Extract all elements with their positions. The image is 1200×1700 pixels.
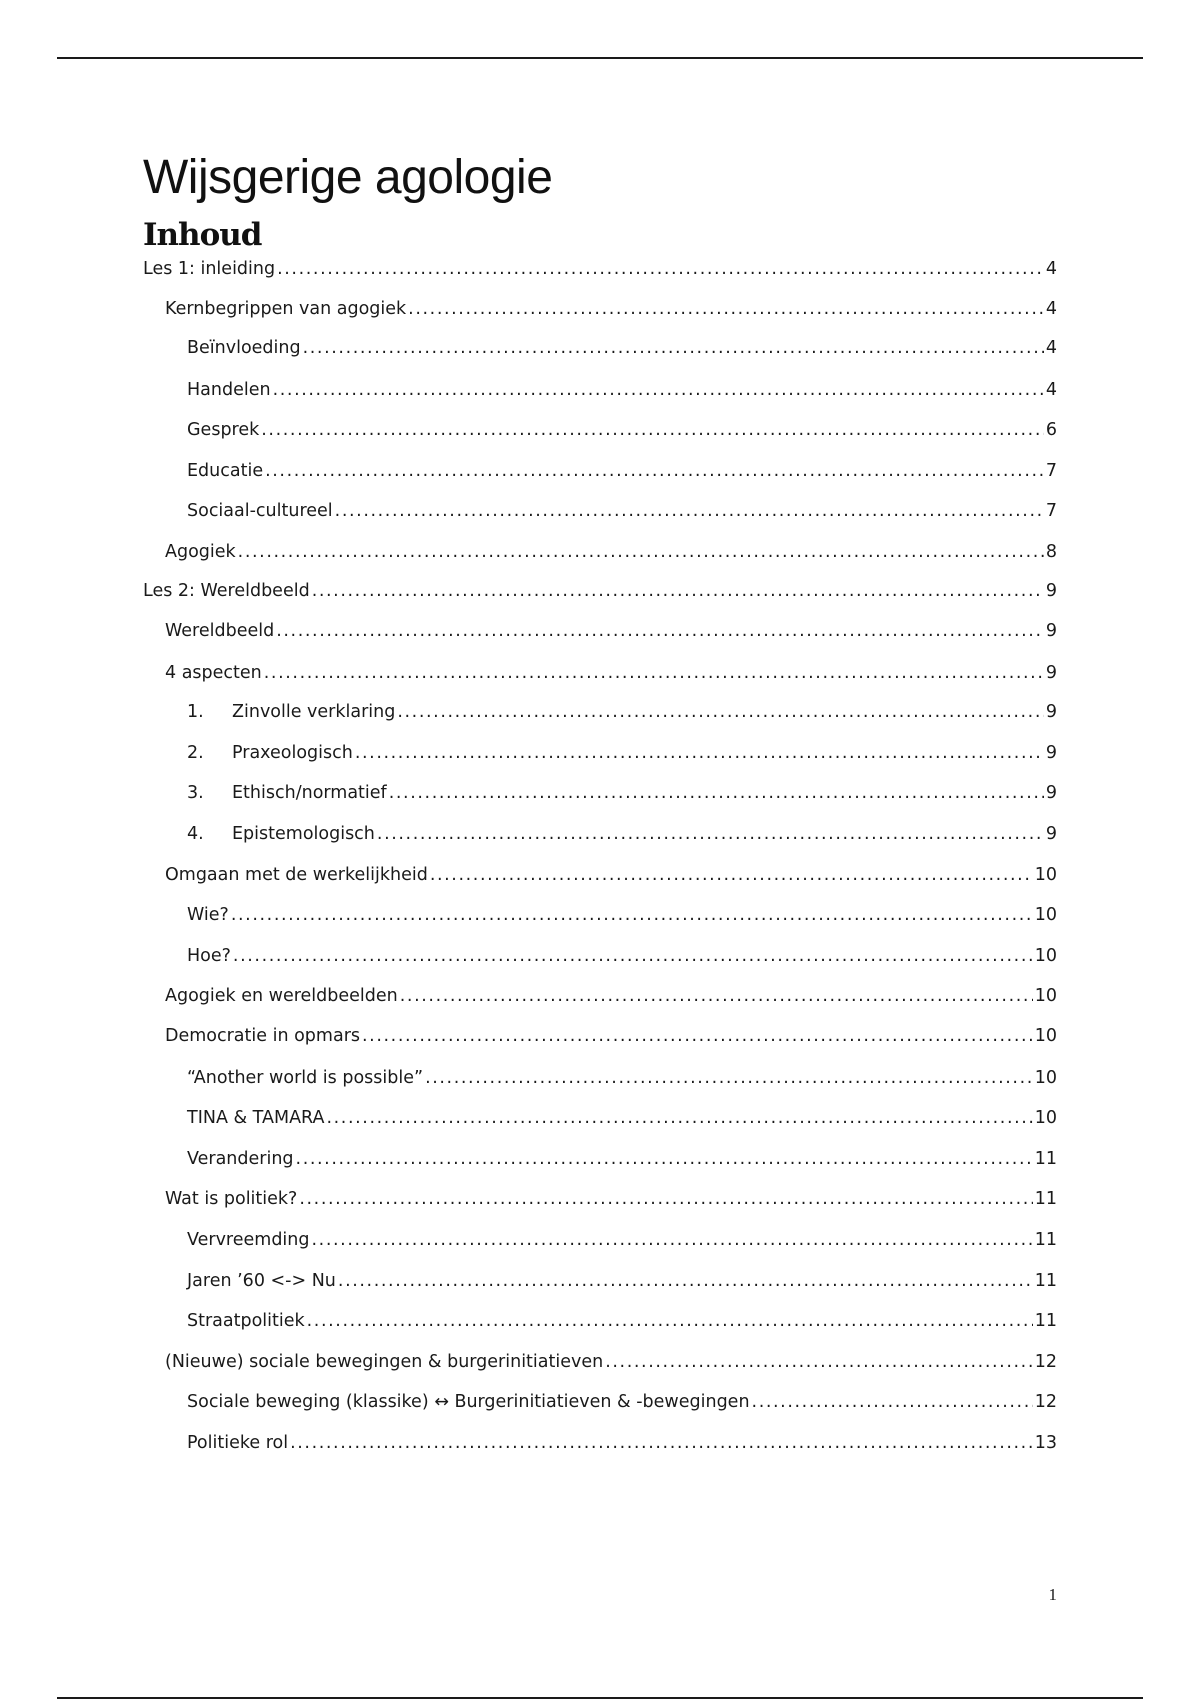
toc-entry[interactable]: [165, 1021, 1057, 1051]
toc-entry-title: Educatie: [187, 461, 264, 481]
toc-entry-page: 4: [1045, 338, 1057, 358]
toc-entry-title: Politieke rol: [187, 1433, 289, 1453]
toc-entry[interactable]: [187, 1266, 1057, 1296]
footer-rule: [57, 1697, 1143, 1699]
toc-dot-leader: [312, 576, 1044, 606]
toc-entry-page: 9: [1045, 621, 1057, 641]
toc-entry-label: Epistemologisch: [232, 824, 375, 844]
toc-dot-leader: [307, 1306, 1033, 1336]
toc-entry-page: 10: [1034, 986, 1057, 1006]
toc-entry-title: Wie?: [187, 905, 229, 925]
toc-entry-title: Verandering: [187, 1149, 294, 1169]
toc-dot-leader: [408, 294, 1044, 324]
toc-dot-leader: [377, 819, 1044, 849]
toc-heading: Inhoud: [143, 217, 262, 253]
toc-entry-page: 11: [1034, 1230, 1057, 1250]
toc-entry-title: Les 1: inleiding: [143, 259, 276, 279]
toc-entry-title: Sociaal-cultureel: [187, 501, 333, 521]
toc-entry[interactable]: [165, 981, 1057, 1011]
toc-dot-leader: [231, 900, 1033, 930]
toc-dot-leader: [277, 254, 1044, 284]
toc-entry-title: Handelen: [187, 380, 271, 400]
toc-dot-leader: [273, 375, 1044, 405]
toc-entry[interactable]: [187, 738, 1057, 768]
toc-entry[interactable]: [165, 294, 1057, 324]
toc-entry-page: 9: [1045, 702, 1057, 722]
toc-dot-leader: [397, 697, 1044, 727]
toc-entry-number: 4.: [187, 824, 204, 844]
toc-entry-page: 9: [1045, 743, 1057, 763]
toc-entry-title: Straatpolitiek: [187, 1311, 305, 1331]
toc-entry[interactable]: [187, 1428, 1057, 1458]
toc-entry-title: TINA & TAMARA: [187, 1108, 325, 1128]
toc-entry-title: Vervreemding: [187, 1230, 310, 1250]
toc-entry-page: 11: [1034, 1271, 1057, 1291]
toc-dot-leader: [276, 616, 1044, 646]
toc-dot-leader: [430, 860, 1033, 890]
toc-entry-title: Agogiek en wereldbeelden: [165, 986, 398, 1006]
toc-entry[interactable]: [187, 819, 1057, 849]
toc-dot-leader: [425, 1063, 1033, 1093]
toc-entry-page: 10: [1034, 905, 1057, 925]
toc-entry[interactable]: [165, 537, 1057, 567]
toc-dot-leader: [752, 1387, 1033, 1417]
toc-entry-page: 7: [1045, 461, 1057, 481]
toc-entry-page: 4: [1045, 380, 1057, 400]
toc-entry[interactable]: [187, 941, 1057, 971]
toc-entry-page: 7: [1045, 501, 1057, 521]
toc-entry-page: 11: [1034, 1311, 1057, 1331]
toc-entry[interactable]: [187, 496, 1057, 526]
toc-entry-page: 10: [1034, 1108, 1057, 1128]
toc-entry-title: Omgaan met de werkelijkheid: [165, 865, 428, 885]
toc-entry-title: (Nieuwe) sociale bewegingen & burgerinitiatieven: [165, 1352, 604, 1372]
toc-dot-leader: [335, 496, 1044, 526]
toc-dot-leader: [265, 456, 1044, 486]
page-number: 1: [1048, 1585, 1057, 1604]
toc-entry-page: 12: [1034, 1352, 1057, 1372]
toc-dot-leader: [290, 1428, 1033, 1458]
toc-dot-leader: [303, 333, 1044, 363]
toc-entry[interactable]: [165, 616, 1057, 646]
toc-entry-title: Sociale beweging (klassike) ↔ Burgerinitiatieven & -bewegingen: [187, 1392, 750, 1412]
toc-entry-page: 10: [1034, 1026, 1057, 1046]
toc-dot-leader: [296, 1144, 1033, 1174]
toc-entry-title: [187, 738, 353, 768]
toc-entry[interactable]: [187, 415, 1057, 445]
toc-entry-title: Kernbegrippen van agogiek: [165, 299, 407, 319]
toc-entry-title: Hoe?: [187, 946, 231, 966]
toc-dot-leader: [338, 1266, 1033, 1296]
toc-dot-leader: [400, 981, 1033, 1011]
toc-entry-label: Ethisch/normatief: [232, 783, 387, 803]
toc-entry[interactable]: [187, 375, 1057, 405]
toc-dot-leader: [362, 1021, 1033, 1051]
toc-dot-leader: [389, 778, 1044, 808]
toc-entry[interactable]: [187, 456, 1057, 486]
toc-entry-page: 10: [1034, 1068, 1057, 1088]
toc-entry-page: 6: [1045, 420, 1057, 440]
document-title: Wijsgerige agologie: [143, 151, 553, 204]
toc-dot-leader: [264, 658, 1044, 688]
toc-entry-page: 9: [1045, 824, 1057, 844]
toc-dot-leader: [326, 1103, 1032, 1133]
toc-entry-title: Les 2: Wereldbeeld: [143, 581, 310, 601]
toc-entry[interactable]: [187, 1144, 1057, 1174]
toc-entry[interactable]: [187, 1225, 1057, 1255]
header-rule: [57, 57, 1143, 59]
toc-entry-title: “Another world is possible”: [187, 1068, 424, 1088]
toc-entry-title: [187, 778, 387, 808]
toc-entry[interactable]: [187, 1306, 1057, 1336]
toc-entry-page: 10: [1034, 946, 1057, 966]
toc-entry[interactable]: [187, 1103, 1057, 1133]
toc-entry-title: Beïnvloeding: [187, 338, 301, 358]
toc-entry[interactable]: [165, 860, 1057, 890]
toc-entry-title: [187, 697, 395, 727]
toc-dot-leader: [233, 941, 1033, 971]
toc-entry-title: Democratie in opmars: [165, 1026, 361, 1046]
toc-entry-title: Wereldbeeld: [165, 621, 275, 641]
toc-entry-title: 4 aspecten: [165, 663, 262, 683]
toc-dot-leader: [312, 1225, 1033, 1255]
toc-entry-number: 3.: [187, 783, 204, 803]
toc-entry-title: Gesprek: [187, 420, 260, 440]
toc-entry-page: 10: [1034, 865, 1057, 885]
toc-dot-leader: [299, 1184, 1032, 1214]
toc-dot-leader: [261, 415, 1044, 445]
toc-entry[interactable]: [143, 576, 1057, 606]
toc-entry-page: 4: [1045, 299, 1057, 319]
toc-entry-page: 11: [1034, 1189, 1057, 1209]
toc-entry-page: 9: [1045, 783, 1057, 803]
toc-entry[interactable]: [187, 778, 1057, 808]
toc-entry[interactable]: [165, 1347, 1057, 1377]
toc-dot-leader: [605, 1347, 1033, 1377]
toc-entry-title: [187, 819, 375, 849]
toc-entry-page: 11: [1034, 1149, 1057, 1169]
toc-entry[interactable]: [143, 254, 1057, 284]
toc-entry-title: Wat is politiek?: [165, 1189, 298, 1209]
toc-entry-page: 9: [1045, 663, 1057, 683]
toc-entry-title: Agogiek: [165, 542, 236, 562]
toc-entry[interactable]: [187, 1387, 1057, 1417]
toc-dot-leader: [238, 537, 1044, 567]
toc-entry-label: Praxeologisch: [232, 743, 353, 763]
toc-entry[interactable]: [187, 1063, 1057, 1093]
toc-dot-leader: [355, 738, 1044, 768]
toc-entry-page: 4: [1045, 259, 1057, 279]
toc-entry-page: 8: [1045, 542, 1057, 562]
toc-entry-number: 1.: [187, 702, 204, 722]
toc-entry-page: 13: [1034, 1433, 1057, 1453]
toc-entry[interactable]: [165, 658, 1057, 688]
toc-entry[interactable]: [165, 1184, 1057, 1214]
toc-entry-number: 2.: [187, 743, 204, 763]
toc-entry[interactable]: [187, 697, 1057, 727]
toc-entry-label: Zinvolle verklaring: [232, 702, 396, 722]
toc-entry-page: 12: [1034, 1392, 1057, 1412]
toc-entry-page: 9: [1045, 581, 1057, 601]
toc-entry-title: Jaren ’60 <-> Nu: [187, 1271, 336, 1291]
toc-entry[interactable]: [187, 900, 1057, 930]
toc-entry[interactable]: [187, 333, 1057, 363]
